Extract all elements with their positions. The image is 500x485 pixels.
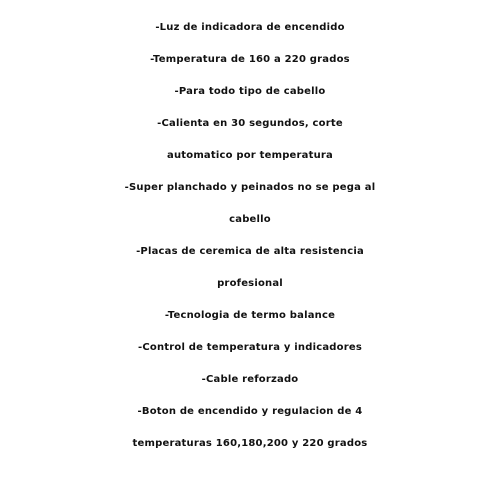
feature-line: -Para todo tipo de cabello [174,86,326,97]
feature-line: profesional [217,278,283,289]
feature-line: -Luz de indicadora de encendido [155,22,345,33]
feature-line: -Super planchado y peinados no se pega al [124,182,376,193]
feature-line: -Control de temperatura y indicadores [138,342,362,353]
feature-line: -Cable reforzado [201,374,299,385]
feature-line: temperaturas 160,180,200 y 220 grados [132,438,368,449]
feature-list [0,12,500,460]
feature-line: -Boton de encendido y regulacion de 4 [137,406,363,417]
feature-line: -Tecnologia de termo balance [164,310,336,321]
feature-line: automatico por temperatura [167,150,333,161]
feature-line: -Calienta en 30 segundos, corte [157,118,343,129]
feature-line: -Temperatura de 160 a 220 grados [150,54,350,65]
feature-line: -Placas de ceremica de alta resistencia [136,246,364,257]
feature-line: cabello [229,214,271,225]
